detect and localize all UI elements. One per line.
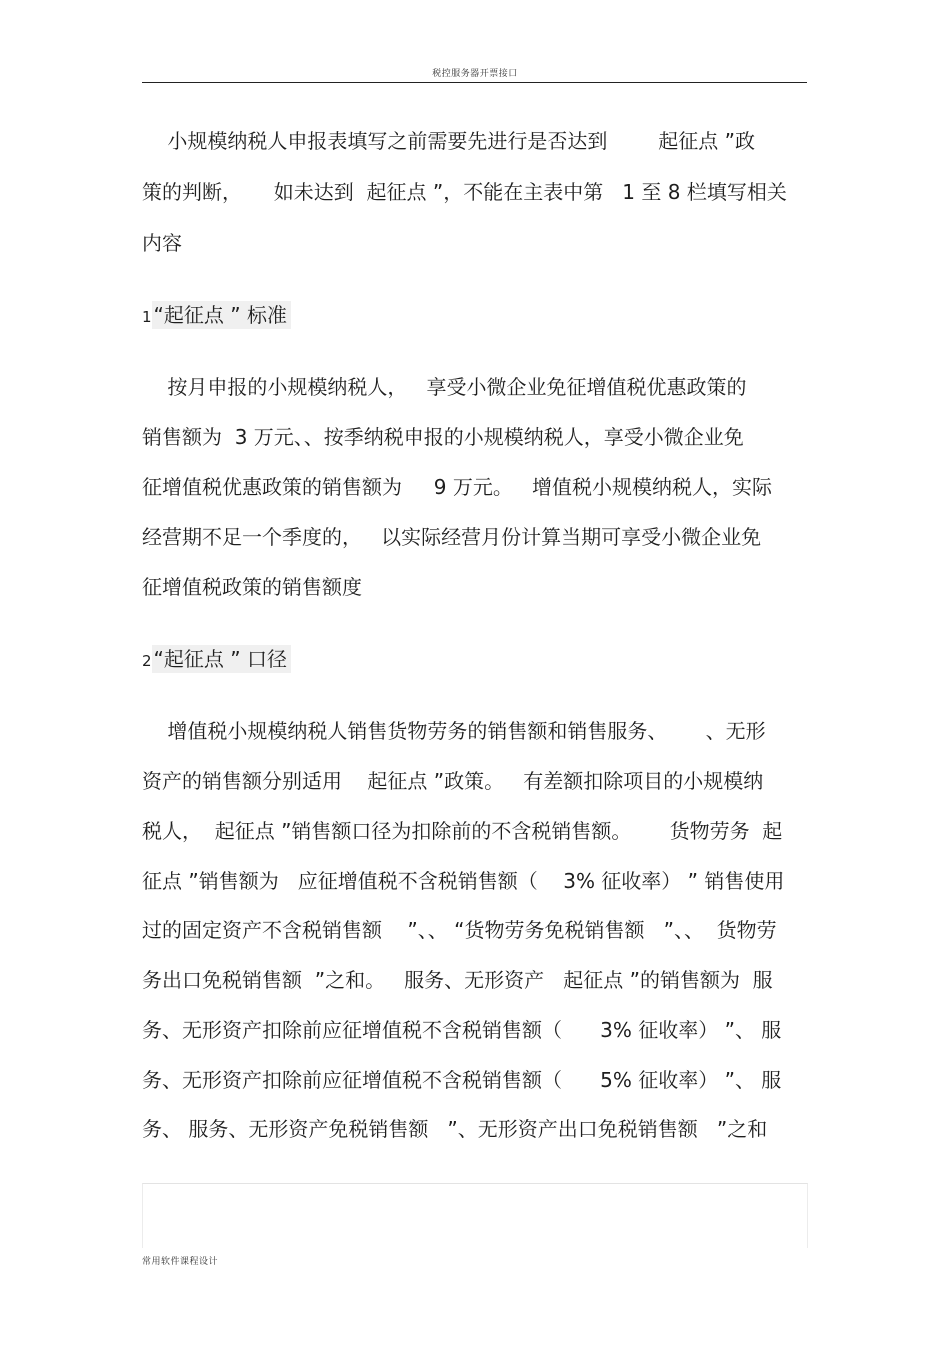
paragraph-3-line-1: 增值税小规模纳税人销售货物劳务的销售额和销售服务、 、无形 <box>142 719 766 743</box>
paragraph-1-line-2: 策的判断， 如未达到 起征点 ”，不能在主表中第 1 至 8 栏填写相关 <box>142 180 787 204</box>
paragraph-2-line-4: 经营期不足一个季度的， 以实际经营月份计算当期可享受小微企业免 <box>142 525 762 549</box>
paragraph-3-line-4: 征点 ”销售额为 应征增值税不含税销售额（ 3% 征收率） ” 销售使用 <box>142 869 785 893</box>
section-heading-2 <box>142 644 291 676</box>
page-header-title: 税控服务器开票接口 <box>432 69 518 79</box>
section-heading-2-number: 2 <box>142 652 152 670</box>
paragraph-1-line-3: 内容 <box>142 231 182 255</box>
section-heading-2-label: “起征点 ” 口径 <box>152 645 291 673</box>
paragraph-3-line-3: 税人， 起征点 ”销售额口径为扣除前的不含税销售额。 货物劳务 起 <box>142 819 783 843</box>
section-heading-1-number: 1 <box>142 308 152 326</box>
paragraph-2-line-5: 征增值税政策的销售额度 <box>142 575 362 599</box>
paragraph-2-line-2: 销售额为 3 万元、、按季纳税申报的小规模纳税人，享受小微企业免 <box>142 425 744 449</box>
paragraph-2-line-1: 按月申报的小规模纳税人， 享受小微企业免征增值税优惠政策的 <box>142 375 747 399</box>
section-heading-1 <box>142 300 291 332</box>
paragraph-3-line-2: 资产的销售额分别适用 起征点 ”政策。 有差额扣除项目的小规模纳 <box>142 769 764 793</box>
paragraph-1-line-1: 小规模纳税人申报表填写之前需要先进行是否达到 起征点 ”政 <box>142 129 756 153</box>
paragraph-3-line-9: 务、 服务、无形资产免税销售额 ”、无形资产出口免税销售额 ”之和 <box>142 1117 768 1141</box>
paragraph-2-line-3: 征增值税优惠政策的销售额为 9 万元。 增值税小规模纳税人，实际 <box>142 475 772 499</box>
section-heading-1-label: “起征点 ” 标准 <box>152 301 291 329</box>
paragraph-3-line-7: 务、无形资产扣除前应征增值税不含税销售额（ 3% 征收率） ”、 服 <box>142 1018 782 1042</box>
paragraph-3-line-8: 务、无形资产扣除前应征增值税不含税销售额（ 5% 征收率） ”、 服 <box>142 1068 782 1092</box>
header-divider <box>142 82 807 83</box>
page-footer-title: 常用软件课程设计 <box>142 1257 219 1267</box>
paragraph-3-line-6: 务出口免税销售额 ”之和。 服务、无形资产 起征点 ”的销售额为 服 <box>142 968 773 992</box>
paragraph-3-line-5: 过的固定资产不含税销售额 ”、、 “货物劳务免税销售额 ”、、 货物劳 <box>142 918 777 942</box>
footer-frame <box>142 1183 808 1248</box>
